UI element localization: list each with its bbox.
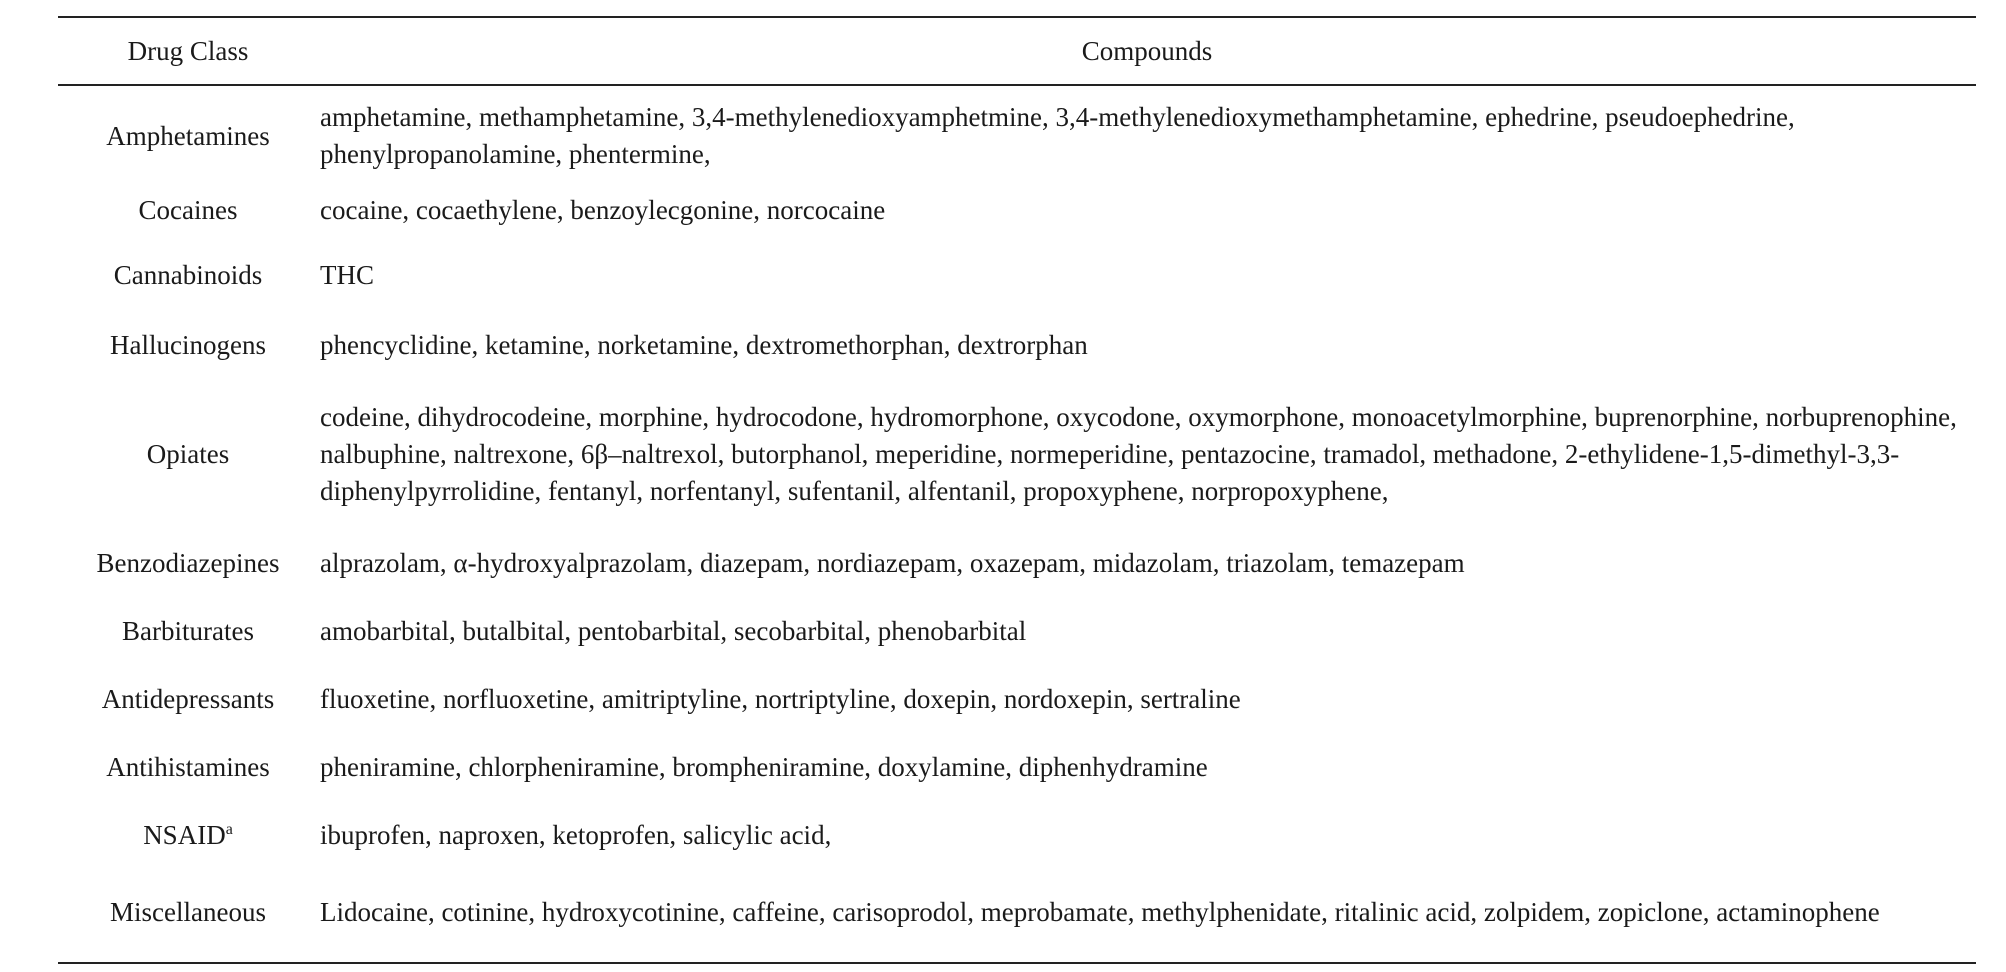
table-row (58, 380, 1976, 528)
table-row (58, 800, 1976, 870)
table-row (58, 310, 1976, 380)
compounds-cell: codeine, dihydrocodeine, morphine, hydrocodone, hydromorphone, oxycodone, oxymorphone, monoacetylmorphine, buprenorphine, norbuprenophine, nalbuphine, naltrexone, 6β–naltrexol, butorphanol, meperidine, normeperidine, pentazocine, tramadol, methadone, 2-ethylidene-1,5-dimethyl-3,3-diphenylpyrrolidine, fentanyl, norfentanyl, sufentanil, alfentanil, propoxyphene, norpropoxyphene, (320, 401, 1957, 506)
compounds-cell: fluoxetine, norfluoxetine, amitriptyline, nortriptyline, doxepin, nordoxepin, sertraline (320, 683, 1241, 714)
drug-class-cell: Cocaines (138, 194, 238, 225)
drug-class-cell: Opiates (146, 438, 230, 469)
header-drug-class: Drug Class (127, 35, 249, 66)
compounds-cell: amobarbital, butalbital, pentobarbital, secobarbital, phenobarbital (320, 615, 1027, 646)
table-row (58, 528, 1976, 598)
drug-class-label: NSAID (143, 819, 226, 850)
compounds-cell: alprazolam, α-hydroxyalprazolam, diazepam, nordiazepam, oxazepam, midazolam, triazolam, temazepam (320, 547, 1465, 578)
table-row (58, 734, 1976, 800)
drug-class-cell: Cannabinoids (113, 259, 263, 290)
drug-class-cell: Antihistamines (106, 751, 270, 782)
table-row (58, 180, 1976, 240)
compounds-cell: amphetamine, methamphetamine, 3,4-methylenedioxyamphetmine, 3,4-methylenedioxymethamphetamine, ephedrine, pseudoephedrine, phenylpropanolamine, phentermine, (320, 102, 1795, 169)
table-row (58, 664, 1976, 734)
table-row (58, 240, 1976, 310)
table-bottom-rule (58, 962, 1976, 964)
compounds-cell: pheniramine, chlorpheniramine, brompheniramine, doxylamine, diphenhydramine (320, 751, 1208, 782)
table-body (58, 86, 1976, 962)
drug-class-cell: Miscellaneous (110, 896, 266, 927)
table-row (58, 870, 1976, 954)
table-header-row (58, 18, 1976, 84)
drug-class-cell: Barbiturates (122, 615, 254, 646)
drug-class-cell: Benzodiazepines (96, 547, 280, 578)
header-compounds: Compounds (1081, 35, 1213, 66)
table-row (58, 92, 1976, 180)
table-row (58, 598, 1976, 664)
compounds-cell: THC (320, 259, 374, 290)
footnote-marker: a (225, 820, 233, 838)
compounds-cell: cocaine, cocaethylene, benzoylecgonine, norcocaine (320, 194, 886, 225)
compounds-cell: phencyclidine, ketamine, norketamine, dextromethorphan, dextrorphan (320, 329, 1088, 360)
compounds-cell: Lidocaine, cotinine, hydroxycotinine, caffeine, carisoprodol, meprobamate, methylphenidate, ritalinic acid, zolpidem, zopiclone, actaminophene (320, 896, 1880, 927)
drug-class-cell: Amphetamines (106, 120, 270, 151)
drug-class-cell: Antidepressants (101, 683, 275, 714)
drug-class-cell (58, 817, 318, 854)
drug-class-table (58, 16, 1976, 964)
compounds-cell: ibuprofen, naproxen, ketoprofen, salicylic acid, (320, 819, 832, 850)
drug-class-cell: Hallucinogens (110, 329, 266, 360)
